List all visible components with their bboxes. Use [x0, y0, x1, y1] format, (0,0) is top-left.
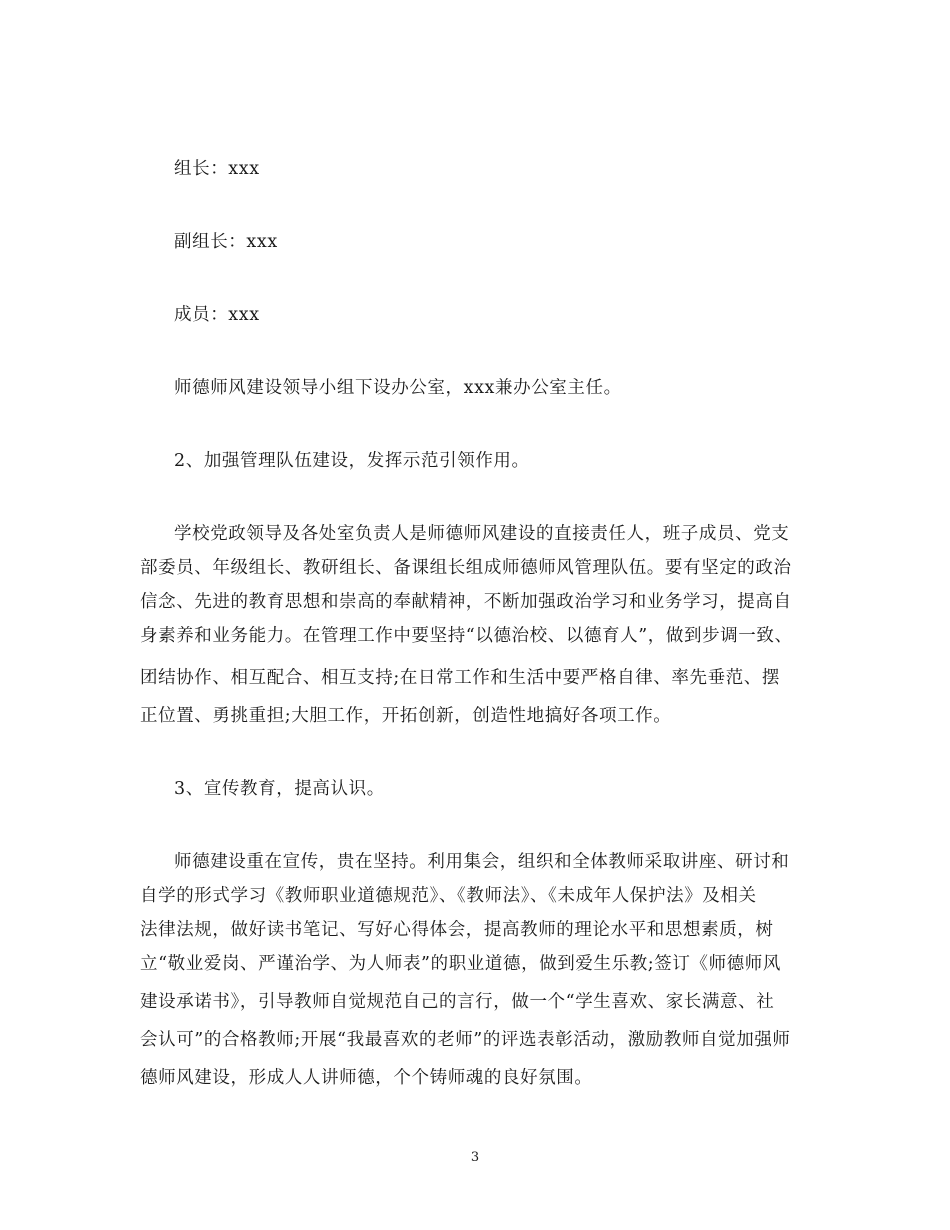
paragraph-line: 部委员、年级组长、教研组长、备课组长组成师德师风管理队伍。要有坚定的政治: [140, 558, 792, 578]
paragraph-line: 学校党政领导及各处室负责人是师德师风建设的直接责任人，班子成员、党支: [174, 524, 790, 544]
paragraph-line: 自学的形式学习《教师职业道德规范》、《教师法》、《未成年人保护法》及相关: [140, 886, 757, 906]
office-note: 师德师风建设领导小组下设办公室，xxx兼办公室主任。: [174, 378, 622, 398]
paragraph-line: 正位置、勇挑重担;大胆工作，开拓创新，创造性地搞好各项工作。: [140, 706, 672, 726]
deputy-leader-line: 副组长：xxx: [174, 232, 278, 252]
paragraph-line: 师德建设重在宣传，贵在坚持。利用集会，组织和全体教师采取讲座、研讨和: [174, 852, 790, 872]
paragraph-line: 团结协作、相互配合、相互支持;在日常工作和生活中要严格自律、率先垂范、摆: [140, 668, 780, 688]
paragraph-line: 德师风建设，形成人人讲师德，个个铸师魂的良好氛围。: [140, 1068, 593, 1088]
section-3-heading: 3、宣传教育，提高认识。: [174, 779, 385, 799]
paragraph-line: 建设承诺书》，引导教师自觉规范自己的言行，做一个“学生喜欢、家长满意、社: [140, 992, 775, 1012]
paragraph-line: 立“敬业爱岗、严谨治学、为人师表”的职业道德，做到爱生乐教;签订《师德师风: [140, 954, 781, 974]
paragraph-line: 会认可”的合格教师;开展“我最喜欢的老师”的评选表彰活动，激励教师自觉加强师: [140, 1030, 791, 1050]
paragraph-line: 信念、先进的教育思想和崇高的奉献精神，不断加强政治学习和业务学习，提高自: [140, 592, 792, 612]
paragraph-line: 法律法规，做好读书笔记、写好心得体会，提高教师的理论水平和思想素质，树: [140, 920, 774, 940]
page-number: 3: [470, 1150, 480, 1165]
section-2-heading: 2、加强管理队伍建设，发挥示范引领作用。: [174, 451, 530, 471]
leader-line: 组长：xxx: [174, 159, 260, 179]
members-line: 成员：xxx: [174, 305, 260, 325]
paragraph-line: 身素养和业务能力。在管理工作中要坚持“以德治校、以德育人”，做到步调一致、: [140, 626, 793, 646]
